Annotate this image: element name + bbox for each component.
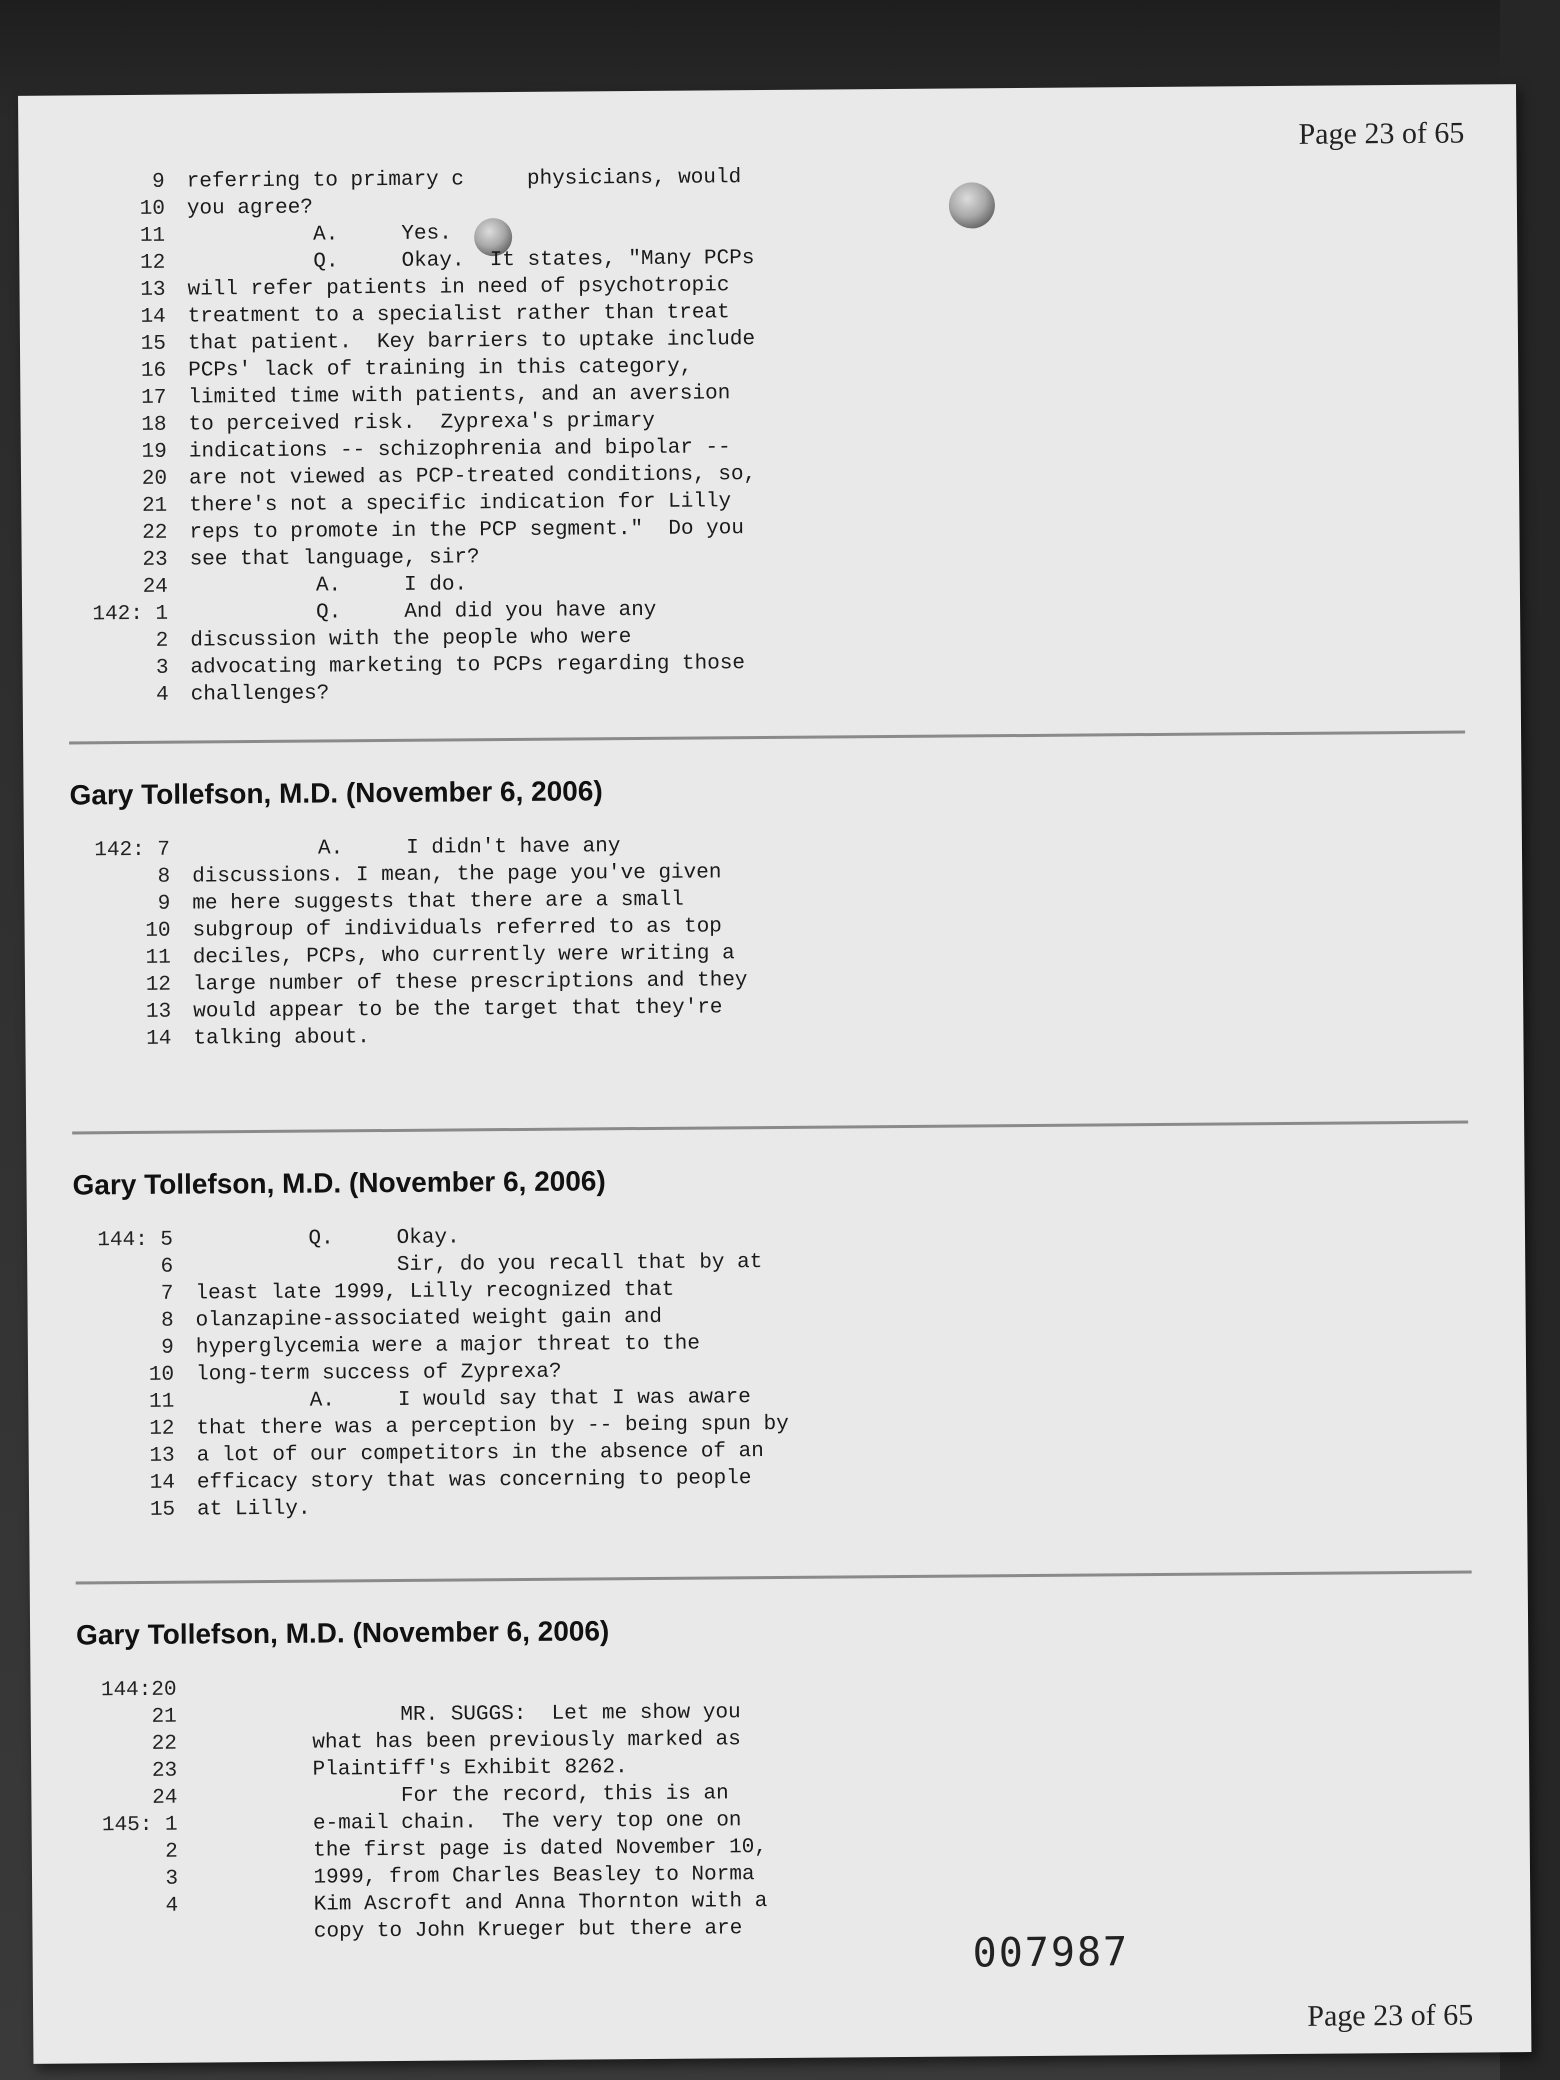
line-number: 16: [140, 359, 167, 383]
line-text: MR. SUGGS: Let me show you: [198, 1701, 741, 1729]
section-heading: Gary Tollefson, M.D. (November 6, 2006): [69, 775, 603, 811]
line-number: 11: [148, 1390, 175, 1414]
line-text: large number of these prescriptions and they: [192, 969, 748, 997]
line-number: 24: [142, 575, 168, 599]
line-number: 19: [141, 440, 167, 464]
document-page: [18, 84, 1531, 2064]
line-number: 18: [141, 413, 167, 437]
bates-number: 007987: [972, 1929, 1130, 1977]
section-heading: Gary Tollefson, M.D. (November 6, 2006): [75, 1615, 610, 1651]
line-text: For the record, this is an: [199, 1782, 729, 1810]
line-text: are not viewed as PCP-treated conditions, so,: [188, 463, 757, 491]
line-text: that there was a perception by -- being spun by: [196, 1412, 789, 1441]
line-text: hyperglycemia were a major threat to the: [195, 1332, 701, 1360]
line-text: challenges?: [190, 682, 330, 707]
line-text: discussions. I mean, the page you've given: [192, 861, 722, 889]
line-number: 21: [151, 1705, 177, 1729]
line-text: e-mail chain. The very top one on: [199, 1809, 742, 1837]
line-text: Plaintiff's Exhibit 8262.: [199, 1756, 628, 1783]
line-text: long-term success of Zyprexa?: [195, 1360, 562, 1387]
line-number: 9: [152, 170, 165, 194]
line-number: 9: [157, 892, 171, 916]
line-text: you agree?: [186, 196, 314, 221]
line-text: olanzapine-associated weight gain and: [195, 1305, 663, 1333]
section-heading: Gary Tollefson, M.D. (November 6, 2006): [72, 1165, 606, 1201]
line-number: 23: [151, 1759, 178, 1783]
transcript-lines: [65, 159, 1469, 710]
line-text: 1999, from Charles Beasley to Norma: [199, 1863, 755, 1891]
line-number: 12: [140, 251, 166, 275]
line-text: subgroup of individuals referred to as top: [192, 915, 722, 943]
line-number: 14: [140, 305, 166, 329]
transcript-section-1: [65, 159, 1469, 710]
line-text: copy to John Krueger but there are: [200, 1917, 743, 1945]
section-divider: [72, 1121, 1468, 1135]
line-text: Q. And did you have any: [190, 598, 657, 626]
line-number: 142: 1: [92, 602, 169, 627]
line-number: 23: [142, 548, 168, 572]
line-text: deciles, PCPs, who currently were writing a: [192, 942, 735, 970]
line-number: 22: [151, 1732, 178, 1756]
line-text: the first page is dated November 10,: [199, 1836, 767, 1864]
line-number: 6: [160, 1255, 174, 1279]
line-text: to perceived risk. Zyprexa's primary: [188, 409, 655, 437]
line-number: 142: 7: [94, 838, 171, 863]
line-number: 2: [155, 629, 169, 653]
line-number: 22: [142, 521, 168, 545]
line-text: indications -- schizophrenia and bipolar --: [188, 436, 731, 464]
section-divider: [69, 731, 1465, 745]
line-text: Kim Ascroft and Anna Thornton with a: [200, 1890, 768, 1918]
transcript-lines: [76, 1666, 1478, 1947]
line-number: 7: [160, 1282, 174, 1306]
line-number: 3: [155, 656, 169, 680]
line-number: 145: 1: [101, 1813, 178, 1838]
line-number: 11: [145, 946, 171, 970]
line-text: that patient. Key barriers to uptake include: [187, 328, 756, 356]
line-number: 8: [160, 1309, 174, 1333]
line-text: see that language, sir?: [189, 546, 480, 572]
line-text: A. I didn't have any: [191, 835, 621, 862]
line-text: a lot of our competitors in the absence of an: [196, 1440, 764, 1468]
section-divider: [76, 1571, 1472, 1585]
line-text: me here suggests that there are a small: [192, 888, 684, 916]
line-text: least late 1999, Lilly recognized that: [195, 1278, 675, 1306]
line-text: A. I do.: [189, 573, 468, 599]
line-text: what has been previously marked as: [198, 1728, 741, 1756]
line-number: 13: [145, 1000, 172, 1024]
line-number: 144: 5: [97, 1228, 174, 1253]
line-text: limited time with patients, and an aversion: [188, 382, 731, 410]
line-text: A. Yes.: [187, 222, 452, 248]
line-text: Sir, do you recall that by at: [195, 1251, 763, 1279]
line-number: 17: [141, 386, 167, 410]
line-text: will refer patients in need of psychotropic: [187, 274, 730, 302]
transcript-section-3: [72, 1158, 1475, 1524]
page-number-top: Page 23 of 65: [1298, 116, 1465, 151]
line-text: efficacy story that was concerning to people: [196, 1467, 752, 1495]
line-text: Q. Okay.: [194, 1226, 460, 1252]
line-text: A. I would say that I was aware: [196, 1386, 751, 1414]
line-number: 14: [146, 1027, 172, 1051]
transcript-section-4: [76, 1608, 1479, 1947]
line-text: talking about.: [193, 1026, 370, 1051]
line-number: 13: [149, 1444, 175, 1468]
line-text: discussion with the people who were: [190, 626, 632, 653]
line-text: PCPs' lack of training in this category,: [188, 355, 693, 383]
transcript-section-2: [69, 769, 1471, 1054]
line-number: 21: [141, 494, 168, 518]
line-number: 144:20: [100, 1678, 177, 1703]
line-number: 4: [165, 1894, 179, 1918]
line-number: 20: [141, 467, 168, 491]
line-number: 3: [165, 1867, 179, 1891]
line-number: 8: [157, 865, 171, 889]
line-number: 12: [145, 973, 172, 997]
line-number: 9: [161, 1336, 174, 1360]
line-number: 12: [149, 1417, 175, 1441]
line-number: 10: [145, 919, 171, 943]
transcript-lines: [73, 1216, 1475, 1524]
line-number: 2: [165, 1840, 178, 1864]
line-text: Q. Okay. It states, "Many PCPs: [187, 247, 755, 275]
line-number: 15: [149, 1498, 176, 1522]
line-text: advocating marketing to PCPs regarding those: [190, 652, 746, 680]
transcript-lines: [70, 827, 1472, 1054]
line-text: would appear to be the target that they're: [193, 996, 723, 1024]
line-number: 14: [149, 1471, 176, 1495]
line-number: 10: [139, 197, 166, 221]
line-number: 11: [139, 224, 166, 248]
line-text: referring to primary c physicians, would: [186, 166, 742, 194]
line-text: reps to promote in the PCP segment." Do you: [189, 517, 745, 545]
line-number: 24: [152, 1786, 178, 1810]
line-text: at Lilly.: [197, 1497, 311, 1522]
line-text: treatment to a specialist rather than treat: [187, 301, 730, 329]
line-number: 13: [140, 278, 166, 302]
line-number: 10: [148, 1363, 175, 1387]
line-text: there's not a specific indication for Lilly: [189, 490, 732, 518]
line-number: 15: [140, 332, 167, 356]
line-number: [78, 1920, 200, 1948]
line-number: 4: [156, 683, 169, 707]
page-number-bottom: Page 23 of 65: [1307, 1998, 1474, 2033]
